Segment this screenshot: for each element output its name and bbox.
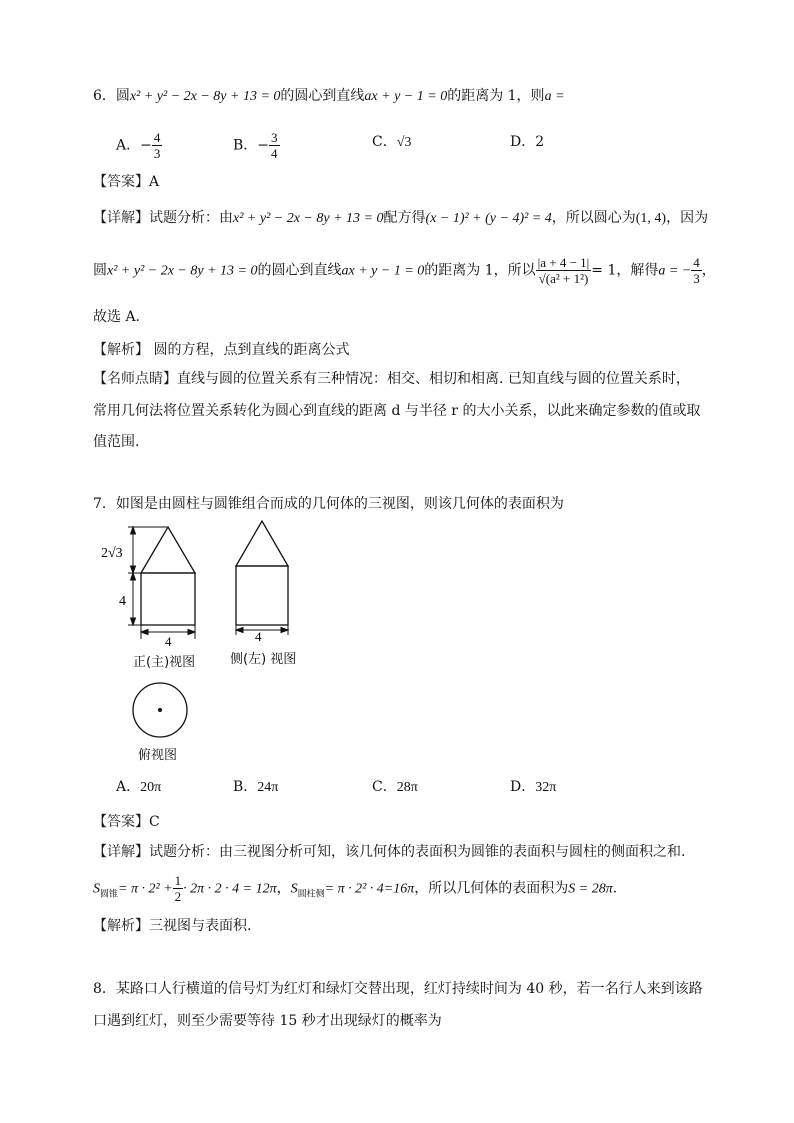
side-view-cylinder (236, 566, 288, 625)
q7-detail-line-2: $S_{圆锥}= \pi \cdot 2^2$ + $\frac{1}{2}$ · 2π · 2 · 4 = 12π，$S_{圆柱侧}= \pi \cdot 2^2 \cdot 4=16\pi$，所以几何体的表面积为S = 28π. (93, 873, 618, 904)
dim-width-side-label: 4 (255, 629, 262, 644)
front-view-label: 正(主)视图 (133, 655, 196, 670)
q8-stem-line-2: 口遇到红灯，则至少需要等待 15 秒才出现绿灯的概率为 (93, 1013, 442, 1029)
dim-height-label: 4 (119, 594, 126, 609)
q6-tips-line-3: 值范围. (93, 434, 140, 450)
side-width-dimension (236, 625, 288, 635)
front-view-cylinder (141, 573, 195, 625)
q6-circle-equation: x² + y² − 2x − 8y + 13 = 0 (129, 89, 281, 104)
cone-height-dimension (128, 527, 167, 573)
q6-option-a: A．− $\frac{4}{3}$ (116, 130, 161, 161)
dim-cone-label: 2√3 (101, 546, 123, 561)
q6-detail-line-3: 故选 A. (93, 309, 141, 325)
side-view-label: 侧(左) 视图 (230, 652, 297, 667)
q6-detail-line-1: 【详解】试题分析：由x² + y² − 2x − 8y + 13 = 0配方得(x − 1)² + (y − 4)² = 4，所以圆心为(1, 4)，因为 (93, 210, 709, 226)
q6-option-c: C．√3 (372, 134, 412, 150)
front-view (141, 527, 195, 625)
q6-option-d: D．2 (510, 134, 545, 150)
q6-option-b: B．− $\frac{3}{4}$ (233, 130, 278, 161)
top-view-center-dot (158, 708, 162, 712)
q7-option-d: D．32π (510, 779, 557, 795)
three-view-figure (95, 515, 325, 765)
front-view-cone (141, 527, 195, 573)
q7-detail-line-1: 【详解】试题分析：由三视图分析可知，该几何体的表面积为圆锥的表面积与圆柱的侧面积之和. (93, 844, 686, 860)
side-view-cone (236, 521, 288, 566)
side-view (236, 521, 288, 625)
cylinder-height-dimension (128, 573, 141, 625)
q7-option-c: C．28π (372, 779, 418, 795)
q6-detail-line-2: 圆x² + y² − 2x − 8y + 13 = 0的圆心到直线ax + y − 1 = 0的距离为 1，所以 $\frac{|a + 4 - 1|}{\text{√(a² + 1²)}}$ = 1，解得a = − $\frac{4}{3}$ ， (93, 255, 716, 286)
q8-stem-line-1: 8．某路口人行横道的信号灯为红灯和绿灯交替出现，红灯持续时间为 40 秒，若一名行人来到该路 (93, 981, 703, 997)
q7-option-b: B．24π (233, 779, 279, 795)
q6-stem: 6．圆x² + y² − 2x − 8y + 13 = 0的圆心到直线ax + y − 1 = 0的距离为 1，则a = (93, 88, 565, 104)
top-view-label: 俯视图 (138, 748, 178, 763)
q7-analysis: 【解析】三视图与表面积. (93, 918, 252, 934)
q7-stem: 7．如图是由圆柱与圆锥组合而成的几何体的三视图，则该几何体的表面积为 (93, 496, 564, 512)
dim-width-front-label: 4 (165, 634, 172, 649)
q7-option-a: A．20π (116, 779, 162, 795)
q6-answer: 【答案】A (93, 174, 160, 190)
q6-tips-line-2: 常用几何法将位置关系转化为圆心到直线的距离 d 与半径 r 的大小关系，以此来确定参数的值或取 (93, 403, 701, 419)
q6-tips-line-1: 【名师点睛】直线与圆的位置关系有三种情况：相交、相切和相离. 已知直线与圆的位置关系时， (93, 371, 690, 387)
q6-line-equation: ax + y − 1 = 0 (364, 89, 448, 104)
q6-analysis: 【解析】 圆的方程，点到直线的距离公式 (93, 342, 350, 358)
q7-answer: 【答案】C (93, 814, 160, 830)
